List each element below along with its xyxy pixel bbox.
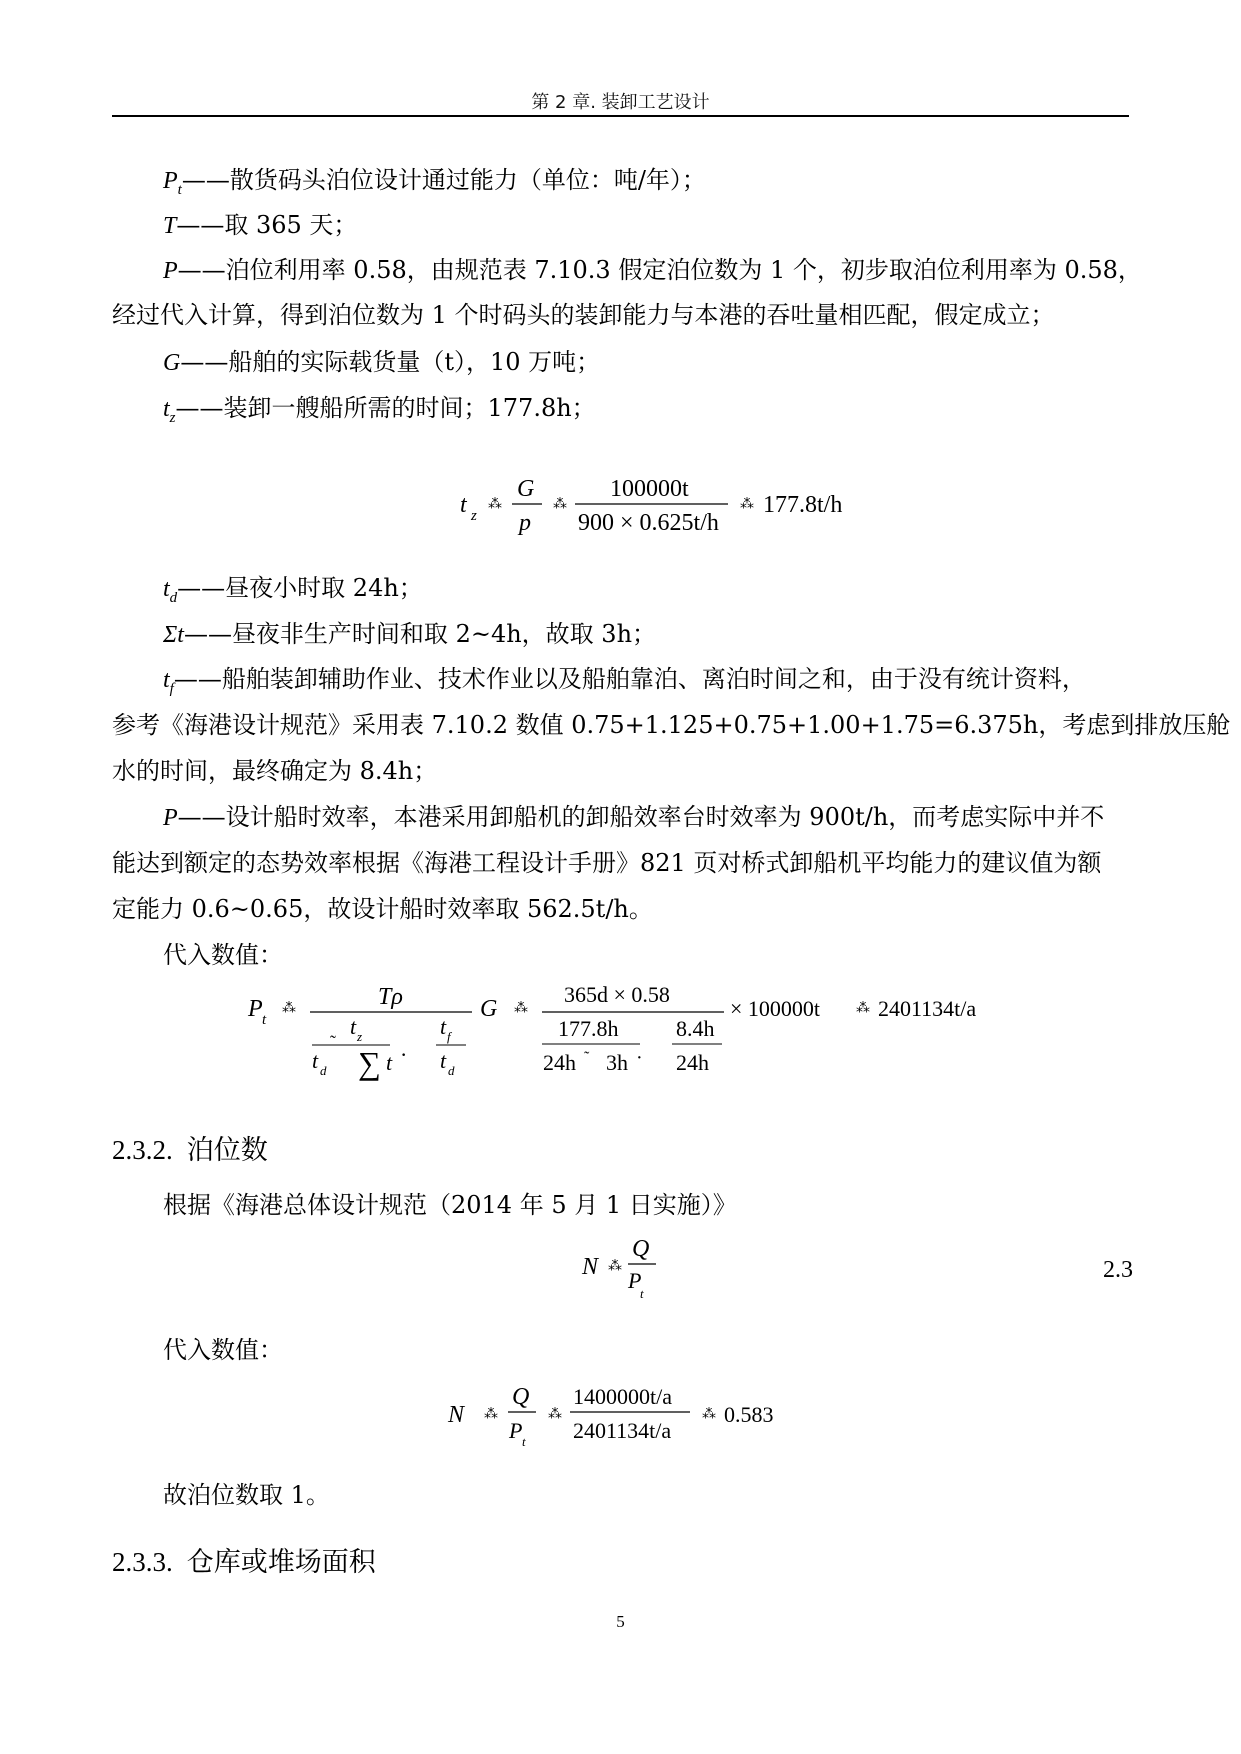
svg-text:t: t [386,1050,393,1075]
svg-text:24h: 24h [543,1050,576,1075]
svg-text:f: f [447,1029,451,1044]
svg-text:d: d [448,1063,455,1078]
svg-text:t: t [522,1434,526,1449]
eq-tz-frac1-num: G [517,476,535,502]
definition-pt: $P_t——$散货码头泊位设计通过能力（单位：吨/年）； [163,166,706,198]
svg-text:⁂: ⁂ [702,1407,716,1422]
eq-op: ⁂ [488,497,502,512]
svg-text:t: t [440,1048,447,1073]
svg-text:⁂: ⁂ [856,1001,870,1016]
definition-berth-utilization-cont: 经过代入计算，得到泊位数为 1 个时码头的装卸能力与本港的吞吐量相匹配，假定成立； [112,301,1055,329]
eq-tz-frac2-den: 900 × 0.625t/h [578,510,719,536]
section-heading-2-3-3: 2.3.3. 仓库或堆场面积 [112,1547,376,1578]
eq-tz-lhs-sub: z [471,508,477,524]
equation-pt [240,978,1020,1088]
svg-text:⁂: ⁂ [548,1407,562,1422]
svg-text:˜: ˜ [330,1032,336,1052]
svg-text:⁂: ⁂ [608,1259,622,1274]
svg-text:⁂: ⁂ [514,1001,528,1016]
svg-text:Q: Q [632,1236,650,1262]
svg-text:t: t [440,1014,447,1039]
header-rule [112,115,1129,117]
eq-tz-frac1-den: p [519,510,531,536]
svg-text:⁂: ⁂ [282,1001,296,1016]
definition-T: T——取 365 天； [163,211,358,239]
svg-text:d: d [320,1063,327,1078]
svg-text:t: t [350,1014,357,1039]
svg-text:·: · [400,1042,408,1067]
eq-op: ⁂ [740,497,754,512]
section-heading-2-3-2: 2.3.2. 泊位数 [112,1135,268,1166]
svg-text:Tρ: Tρ [378,984,403,1010]
substitute-label-1: 代入数值： [163,941,283,969]
svg-text:0.583: 0.583 [724,1402,774,1427]
definition-td: $t_d——$昼夜小时取 24h； [163,574,423,606]
definition-ship-efficiency-cont2: 定能力 0.6~0.65，故设计船时效率取 562.5t/h。 [112,895,653,923]
eq-tz-frac2-num: 100000t [610,476,689,502]
substitute-label-2: 代入数值： [163,1336,283,1364]
svg-text:365d × 0.58: 365d × 0.58 [564,982,670,1007]
definition-tf: $t_f——$船舶装卸辅助作业、技术作业以及船舶靠泊、离泊时间之和，由于没有统计资料， [163,665,1086,697]
svg-text:N: N [582,1254,599,1280]
definition-tf-cont2: 水的时间，最终确定为 8.4h； [112,757,438,785]
definition-sum-t: Σt——昼夜非生产时间和取 2~4h，故取 3h； [163,620,657,648]
definition-tz: $t_z——$装卸一艘船所需的时间；177.8h； [163,394,596,426]
eq-tz-result: 177.8t/h [763,492,843,518]
equation-N [570,1232,690,1312]
svg-text:2401134t/a: 2401134t/a [878,996,977,1021]
svg-text:1400000t/a: 1400000t/a [573,1384,672,1409]
definition-ship-efficiency-cont1: 能达到额定的态势效率根据《海港工程设计手册》821 页对桥式卸船机平均能力的建议值为额 [112,849,1102,877]
svg-text:˜: ˜ [584,1049,590,1066]
svg-text:⁂: ⁂ [484,1407,498,1422]
eq-tz-lhs: t [460,492,467,518]
svg-text:N: N [448,1402,465,1428]
svg-text:z: z [357,1029,363,1044]
svg-text:3h: 3h [606,1050,628,1075]
equation-label: 2.3 [1103,1257,1133,1283]
equation-tz [440,470,860,550]
svg-text:P: P [628,1268,642,1293]
svg-text:× 100000t: × 100000t [730,996,821,1021]
svg-text:Q: Q [512,1384,530,1410]
equation-N2 [440,1380,800,1460]
svg-text:·: · [636,1047,643,1069]
basis-text: 根据《海港总体设计规范（2014 年 5 月 1 日实施）》 [163,1191,737,1219]
svg-text:P: P [509,1418,523,1443]
svg-text:24h: 24h [676,1050,709,1075]
svg-text:177.8h: 177.8h [558,1016,619,1041]
svg-text:t: t [262,1012,267,1028]
definition-tf-cont1: 参考《海港设计规范》采用表 7.10.2 数值 0.75+1.125+0.75+1.00+1.75=6.375h，考虑到排放压舱 [112,711,1231,739]
svg-text:∑: ∑ [358,1045,381,1081]
definition-ship-efficiency: P——设计船时效率，本港采用卸船机的卸船效率台时效率为 900t/h，而考虑实际中并不 [163,803,1105,831]
page-number: 5 [616,1612,625,1631]
svg-text:8.4h: 8.4h [676,1016,715,1041]
eq-op: ⁂ [553,497,567,512]
running-header: 第 2 章. 装卸工艺设计 [531,92,710,113]
svg-text:t: t [312,1048,319,1073]
svg-text:t: t [640,1286,644,1301]
svg-text:P: P [248,996,263,1022]
conclusion-text: 故泊位数取 1。 [163,1481,330,1509]
definition-G: G——船舶的实际载货量（t），10 万吨； [163,348,601,376]
svg-text:G: G [480,996,498,1022]
definition-berth-utilization: P——泊位利用率 0.58，由规范表 7.10.3 假定泊位数为 1 个，初步取泊位利用率为 0.58， [163,256,1142,284]
svg-text:2401134t/a: 2401134t/a [573,1418,672,1443]
